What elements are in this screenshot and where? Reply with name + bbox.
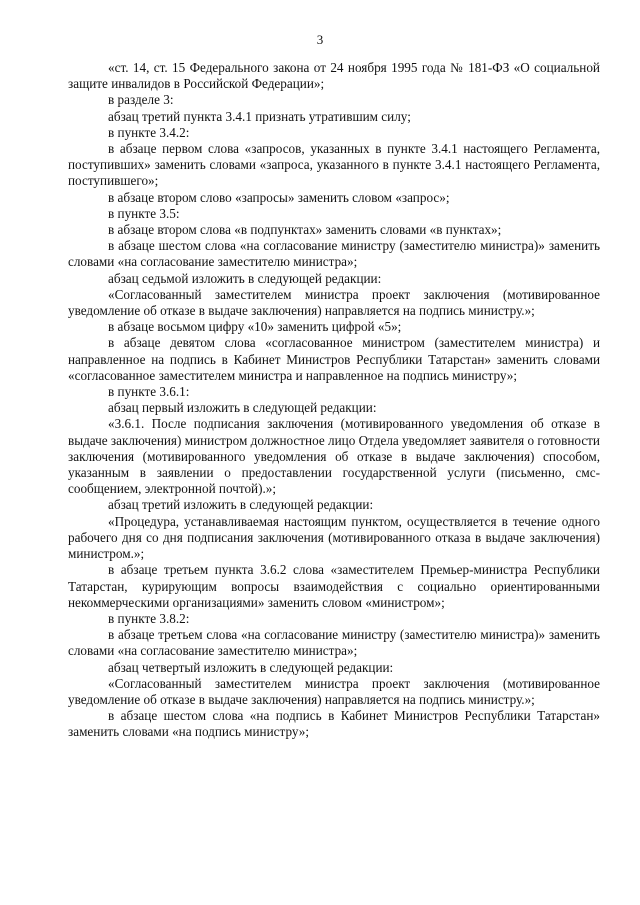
paragraph: в пункте 3.5: — [108, 205, 180, 221]
page-number: 3 — [316, 32, 324, 47]
paragraph: «Процедура, устанавливаемая настоящим пунктом, осуществляется в течение одного рабочего дня со дня подписания заключения (мотивированного отказа в выдаче заключения) министром.»; — [68, 513, 600, 562]
paragraph: в пункте 3.6.1: — [108, 384, 190, 400]
paragraph: в разделе 3: — [108, 92, 174, 108]
paragraph: «Согласованный заместителем министра проект заключения (мотивированное уведомление об отказе в выдаче заключения) направляется на подпись министру.»; — [68, 675, 600, 707]
paragraph: абзац третий изложить в следующей редакции: — [108, 497, 374, 513]
paragraph: в пункте 3.8.2: — [108, 610, 190, 626]
paragraph: в абзаце первом слова «запросов, указанных в пункте 3.4.1 настоящего Регламента, поступивших» заменить словами «запроса, указанного в пункте 3.4.1 настоящего Регламента, поступившего»; — [68, 141, 600, 189]
paragraph: «Согласованный заместителем министра проект заключения (мотивированное уведомление об отказе в выдаче заключения) направляется на подпись министру.»; — [68, 286, 600, 319]
paragraph: абзац седьмой изложить в следующей редакции: — [108, 270, 382, 286]
paragraph: в абзаце девятом слова «согласованное министром (заместителем министра) и направленное на подпись в Кабинет Министров Республики Татарстан» заменить словами «согласованное заместителем министра и направленное на подпись министру»; — [68, 335, 600, 383]
paragraph: «3.6.1. После подписания заключения (мотивированного уведомления об отказе в выдаче заключения) министром должностное лицо Отдела уведомляет заявителя о готовности заключения (мотивированного уведомления об отказе в выдаче заключения) способом, указанным в заявлении о предоставлении государственной услуги (письменно, смс-сообщением, электронной почтой).»; — [68, 416, 600, 497]
paragraph: абзац третий пункта 3.4.1 признать утратившим силу; — [108, 108, 411, 124]
paragraph: абзац четвертый изложить в следующей редакции: — [108, 659, 394, 675]
paragraph: в абзаце втором слово «запросы» заменить словом «запрос»; — [108, 189, 450, 205]
paragraph: в абзаце шестом слова «на подпись в Кабинет Министров Республики Татарстан» заменить словами «на подпись министру»; — [68, 708, 600, 740]
paragraph: абзац первый изложить в следующей редакции: — [108, 400, 377, 416]
paragraph: в абзаце третьем пункта 3.6.2 слова «заместителем Премьер-министра Республики Татарстан, курирующим вопросы взаимодействия с социально ориентированными некоммерческими организациями» заменить словом «министром»; — [68, 562, 600, 610]
paragraph: в абзаце шестом слова «на согласование министру (заместителю министра)» заменить словами «на согласование заместителю министра»; — [68, 238, 600, 270]
paragraph: «ст. 14, ст. 15 Федерального закона от 24 ноября 1995 года № 181-ФЗ «О социальной защите инвалидов в Российской Федерации»; — [68, 60, 600, 92]
paragraph: в абзаце втором слова «в подпунктах» заменить словами «в пунктах»; — [108, 222, 502, 238]
document-body — [68, 60, 600, 741]
paragraph: в абзаце восьмом цифру «10» заменить цифрой «5»; — [108, 319, 402, 335]
paragraph: в абзаце третьем слова «на согласование министру (заместителю министра)» заменить словами «на согласование заместителю министра»; — [68, 627, 600, 659]
paragraph: в пункте 3.4.2: — [108, 124, 190, 140]
